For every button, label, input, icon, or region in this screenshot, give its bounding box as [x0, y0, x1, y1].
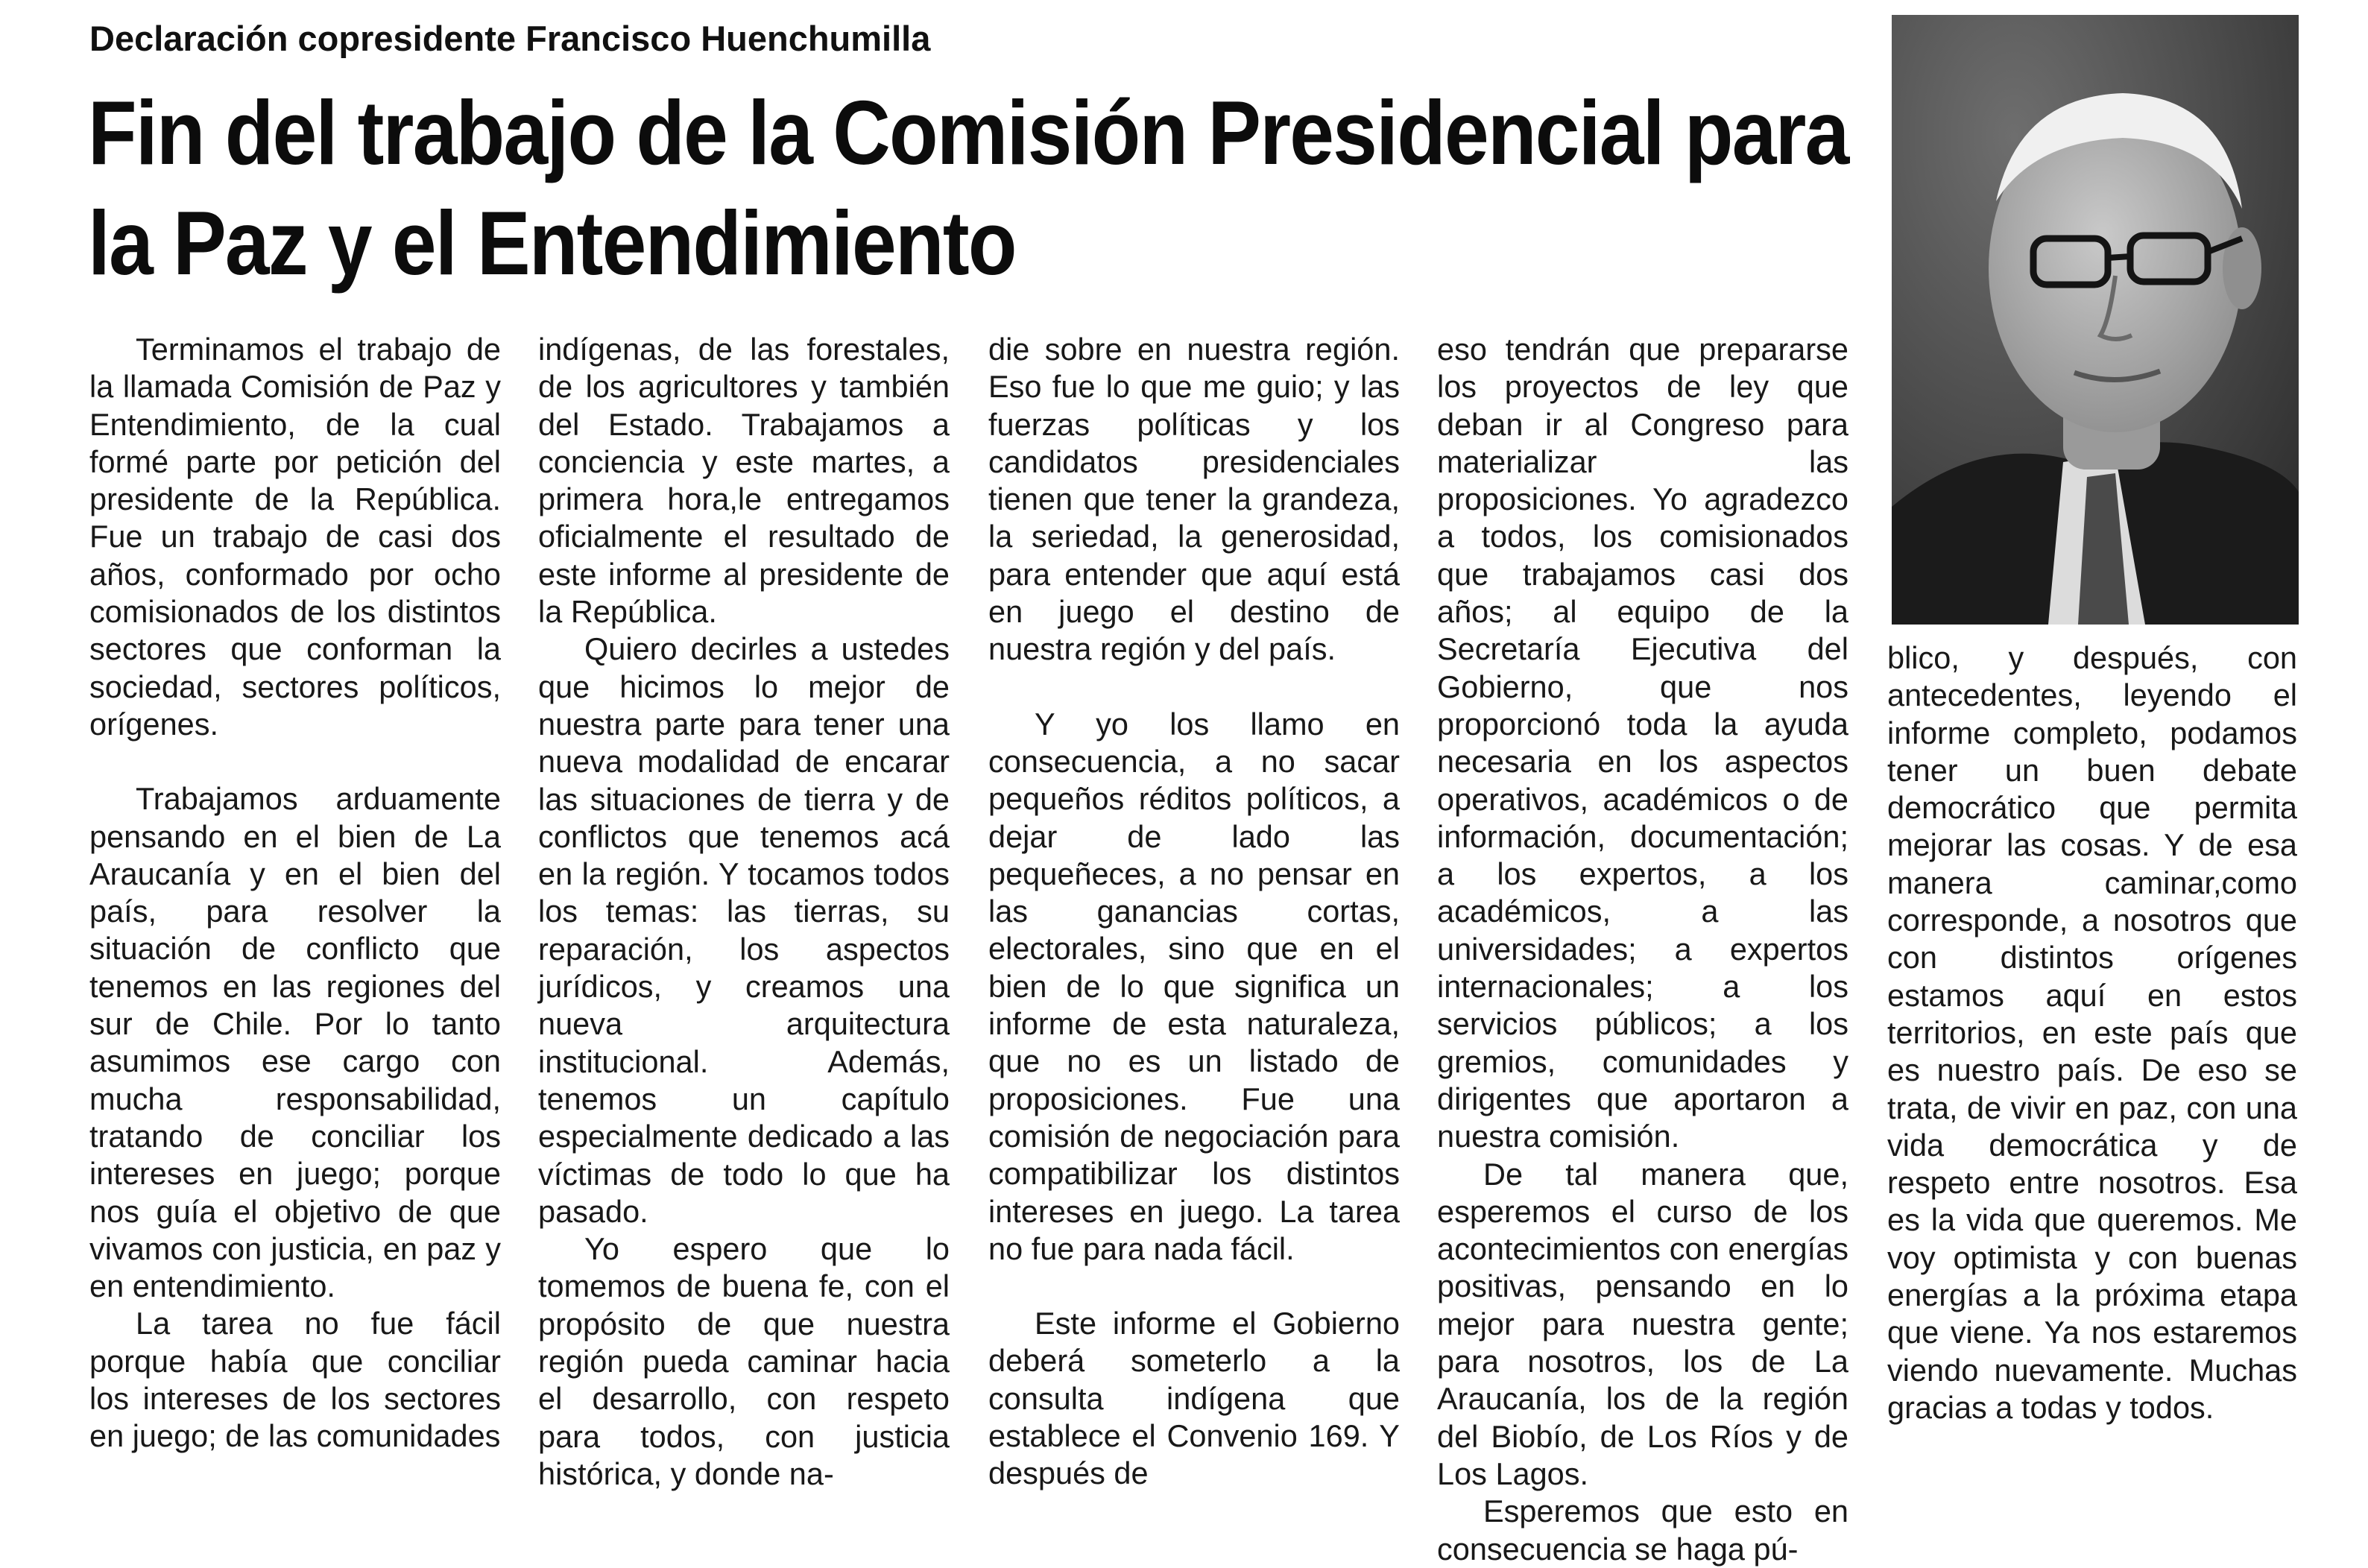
- column-4: [1437, 331, 1848, 1568]
- kicker: Declaración copresidente Francisco Huenchumilla: [89, 19, 931, 58]
- paragraph: indígenas, de las forestales, de los agricultores y también del Estado. Trabajamos a conciencia y este martes, a primera hora,le entregamos oficialmente el resultado de este informe al presidente de la República.: [538, 332, 950, 630]
- paragraph: Yo espero que lo tomemos de buena fe, con el propósito de que nuestra región pueda caminar hacia el desarrollo, con respeto para todos, con justicia histórica, y donde na-: [538, 1231, 950, 1491]
- headline-line-1: Fin del trabajo de la Comisión Presidencial para: [88, 82, 1848, 183]
- paragraph: La tarea no fue fácil porque había que conciliar los intereses de los sectores en juego; de las comunidades: [89, 1306, 501, 1454]
- column-5: [1887, 639, 2297, 1426]
- paragraph: Trabajamos arduamente pensando en el bien de La Araucanía y en el bien del país, para resolver la situación de conflicto que tenemos en las regiones del sur de Chile. Por lo tanto asumimos ese cargo con mucha responsabilidad, tratando de conciliar los intereses en juego; porque nos guía el objetivo de que vivamos con justicia, en paz y en entendimiento.: [89, 781, 501, 1304]
- paragraph: Quiero decirles a ustedes que hicimos lo mejor de nuestra parte para tener una nueva modalidad de encarar las situaciones de tierra y de conflictos que tenemos acá en la región. Y tocamos todos los temas: las tierras, su reparación, los aspectos jurídicos, y creamos una nueva arquitectura institucional. Además, tenemos un capítulo especialmente dedicado a las víctimas de todo lo que ha pasado.: [538, 631, 950, 1229]
- paragraph: eso tendrán que prepararse los proyectos de ley que deban ir al Congreso para materializar las proposiciones. Yo agradezco a todos, los comisionados que trabajamos casi dos años; al equipo de la Secretaría Ejecutiva del Gobierno, que nos proporcionó toda la ayuda necesaria en los aspectos operativos, académicos o de información, documentación; a los expertos, a los académicos, a las universidades; a expertos internacionales; a los servicios públicos; a los gremios, comunidades y dirigentes que aportaron a nuestra comisión.: [1437, 332, 1848, 1154]
- headline-line-2: la Paz y el Entendimiento: [88, 192, 1016, 294]
- column-1: [89, 331, 501, 1455]
- portrait-photo-icon: [1892, 15, 2299, 625]
- paragraph: Terminamos el trabajo de la llamada Comisión de Paz y Entendimiento, de la cual formé parte por petición del presidente de la República. Fue un trabajo de casi dos años, conformado por ocho comisionados de los distintos sectores que conforman la sociedad, sectores políticos, orígenes.: [89, 332, 501, 742]
- headline: [88, 78, 1848, 298]
- paragraph: blico, y después, con antecedentes, leyendo el informe completo, podamos tener un buen debate democrático que permita mejorar las cosas. Y de esa manera caminar,como corresponde, a nosotros que con distintos orígenes estamos aquí en estos territorios, en este país que es nuestro país. De eso se trata, de vivir en paz, con una vida democrática y de respeto entre nosotros. Esa es la vida que queremos. Me voy optimista y con buenas energías a la próxima etapa que viene. Ya nos estaremos viendo nuevamente. Muchas gracias a todas y todos.: [1887, 640, 2297, 1425]
- paragraph: die sobre en nuestra región. Eso fue lo que me guio; y las fuerzas políticas y los candidatos presidenciales tienen que tener la grandeza, la seriedad, la generosidad, para entender que aquí está en juego el destino de nuestra región y del país.: [988, 332, 1400, 667]
- paragraph: Y yo los llamo en consecuencia, a no sacar pequeños réditos políticos, a dejar de lado las pequeñeces, a no pensar en las ganancias cortas, electorales, sino que en el bien de lo que significa un informe de esta naturaleza, que no es un listado de proposiciones. Fue una comisión de negociación para compatibilizar los distintos intereses en juego. La tarea no fue para nada fácil.: [988, 706, 1400, 1266]
- paragraph: Este informe el Gobierno deberá someterlo a la consulta indígena que establece el Convenio 169. Y después de: [988, 1306, 1400, 1491]
- column-3: [988, 331, 1400, 1493]
- paragraph: Esperemos que esto en consecuencia se haga pú-: [1437, 1493, 1848, 1567]
- paragraph: De tal manera que, esperemos el curso de los acontecimientos con energías positivas, pensando en lo mejor para nuestra gente; para nosotros, los de La Araucanía, los de la región del Biobío, de Los Ríos y de Los Lagos.: [1437, 1156, 1848, 1491]
- column-2: [538, 331, 950, 1493]
